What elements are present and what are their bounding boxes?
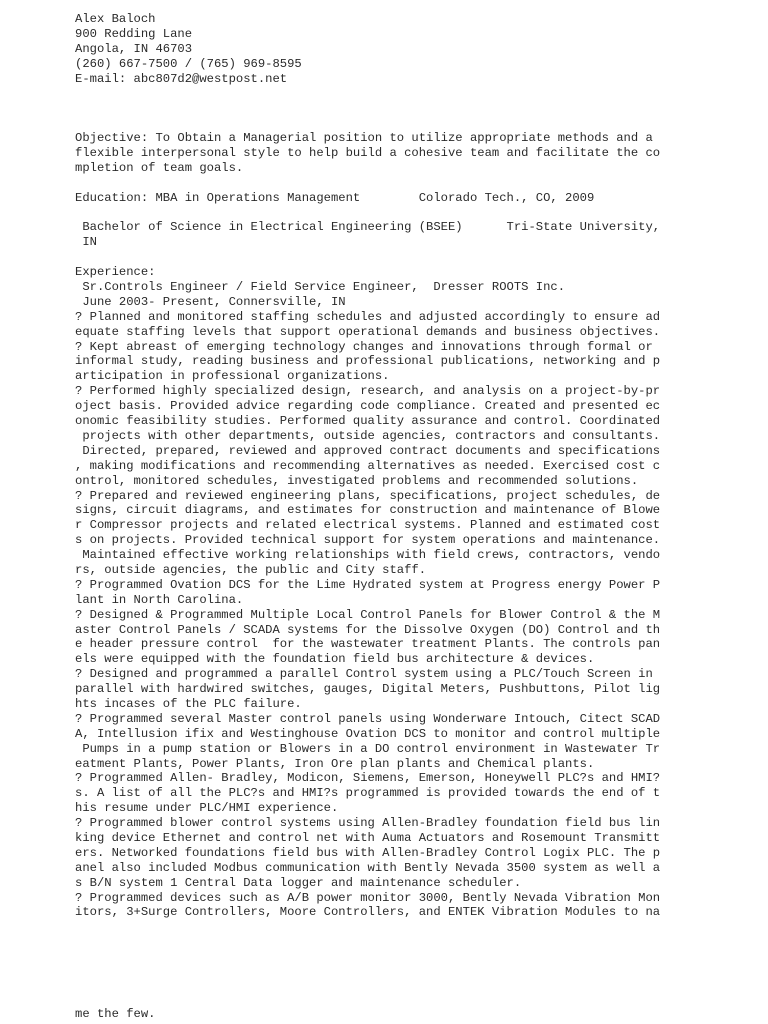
experience-bullets	[75, 310, 685, 921]
contact-street: 900 Redding Lane	[75, 26, 193, 41]
experience-line: Directed, prepared, reviewed and approved contract documents and specifications	[75, 443, 661, 458]
contact-city: Angola, IN 46703	[75, 41, 193, 56]
experience-line: his resume under PLC/HMI experience.	[75, 801, 339, 816]
experience-line: oject basis. Provided advice regarding code compliance. Created and presented ec	[75, 399, 661, 414]
experience-line: ? Designed & Programmed Multiple Local Control Panels for Blower Control & the M	[75, 607, 661, 622]
experience-line: eatment Plants, Power Plants, Iron Ore plan plants and Chemical plants.	[75, 756, 595, 771]
experience-line: els were equipped with the foundation field bus architecture & devices.	[75, 652, 595, 667]
experience-heading: Experience:	[75, 265, 156, 280]
experience-line: Pumps in a pump station or Blowers in a DO control environment in Wastewater Tr	[75, 741, 661, 756]
experience-line: anel also included Modbus communication with Bently Nevada 3500 system as well a	[75, 860, 661, 875]
experience-line: ? Prepared and reviewed engineering plans, specifications, project schedules, de	[75, 488, 661, 503]
experience-line: hts incases of the PLC failure.	[75, 696, 302, 711]
objective-section	[75, 131, 685, 176]
experience-line: ers. Networked foundations field bus with Allen-Bradley Control Logix PLC. The p	[75, 845, 661, 860]
experience-line: ? Kept abreast of emerging technology changes and innovations through formal or	[75, 339, 653, 354]
experience-line: informal study, reading business and professional publications, networking and p	[75, 354, 661, 369]
experience-line: ? Designed and programmed a parallel Control system using a PLC/Touch Screen in	[75, 667, 653, 682]
contact-phone: (260) 667-7500 / (765) 969-8595	[75, 56, 302, 71]
experience-line: articipation in professional organizations.	[75, 369, 390, 384]
experience-line: ? Programmed Allen- Bradley, Modicon, Siemens, Emerson, Honeywell PLC?s and HMI?	[75, 771, 661, 786]
experience-line: rs, outside agencies, the public and City staff.	[75, 562, 427, 577]
experience-section	[75, 265, 685, 920]
experience-line: ? Programmed devices such as A/B power monitor 3000, Bently Nevada Vibration Mon	[75, 890, 661, 905]
contact-email: E-mail: abc807d2@westpost.net	[75, 71, 288, 86]
experience-line: , making modifications and recommending alternatives as needed. Exercised cost c	[75, 458, 661, 473]
experience-line: projects with other departments, outside agencies, contractors and consultants.	[75, 428, 661, 443]
experience-line: e header pressure control for the wastewater treatment Plants. The controls pan	[75, 637, 661, 652]
experience-line: s B/N system 1 Central Data logger and maintenance scheduler.	[75, 875, 522, 890]
experience-line: ? Planned and monitored staffing schedules and adjusted accordingly to ensure ad	[75, 309, 661, 324]
education-bsee: Bachelor of Science in Electrical Engineering (BSEE) Tri-State University,	[75, 220, 661, 235]
contact-block	[75, 12, 685, 86]
experience-line: Maintained effective working relationships with field crews, contractors, vendo	[75, 548, 661, 563]
experience-line: ? Programmed several Master control panels using Wonderware Intouch, Citect SCAD	[75, 711, 661, 726]
experience-line: lant in North Carolina.	[75, 592, 244, 607]
experience-line: parallel with hardwired switches, gauges, Digital Meters, Pushbuttons, Pilot lig	[75, 682, 661, 697]
experience-line: signs, circuit diagrams, and estimates for construction and maintenance of Blowe	[75, 503, 661, 518]
education-section	[75, 191, 685, 251]
position-title: Sr.Controls Engineer / Field Service Engineer, Dresser ROOTS Inc.	[75, 280, 566, 295]
experience-line: r Compressor projects and related electrical systems. Planned and estimated cost	[75, 518, 661, 533]
education-mba: Education: MBA in Operations Management Colorado Tech., CO, 2009	[75, 190, 595, 205]
objective-line: Objective: To Obtain a Managerial position to utilize appropriate methods and a	[75, 131, 653, 146]
education-bsee: IN	[75, 235, 97, 250]
experience-line: king device Ethernet and control net with Auma Actuators and Rosemount Transmitt	[75, 830, 661, 845]
experience-line: ontrol, monitored schedules, investigated problems and recommended solutions.	[75, 473, 639, 488]
experience-line: ? Performed highly specialized design, research, and analysis on a project-by-pr	[75, 384, 661, 399]
experience-line: s. A list of all the PLC?s and HMI?s programmed is provided towards the end of t	[75, 786, 661, 801]
experience-line: aster Control Panels / SCADA systems for the Dissolve Oxygen (DO) Control and th	[75, 622, 661, 637]
position-dates: June 2003- Present, Connersville, IN	[75, 294, 346, 309]
objective-line: flexible interpersonal style to help build a cohesive team and facilitate the co	[75, 146, 661, 161]
experience-line: itors, 3+Surge Controllers, Moore Controllers, and ENTEK Vibration Modules to na	[75, 905, 661, 920]
experience-line: onomic feasibility studies. Performed quality assurance and control. Coordinated	[75, 414, 661, 429]
experience-line: ? Programmed Ovation DCS for the Lime Hydrated system at Progress energy Power P	[75, 577, 661, 592]
experience-line: equate staffing levels that support operational demands and business objectives.	[75, 324, 661, 339]
objective-line: mpletion of team goals.	[75, 160, 244, 175]
page-footer-text: me the few.	[75, 1007, 156, 1021]
experience-line: ? Programmed blower control systems using Allen-Bradley foundation field bus lin	[75, 816, 661, 831]
resume-document	[75, 12, 685, 920]
experience-line: A, Intellusion ifix and Westinghouse Ovation DCS to monitor and control multiple	[75, 726, 661, 741]
experience-line: s on projects. Provided technical support for system operations and maintenance.	[75, 533, 661, 548]
contact-name: Alex Baloch	[75, 12, 156, 26]
